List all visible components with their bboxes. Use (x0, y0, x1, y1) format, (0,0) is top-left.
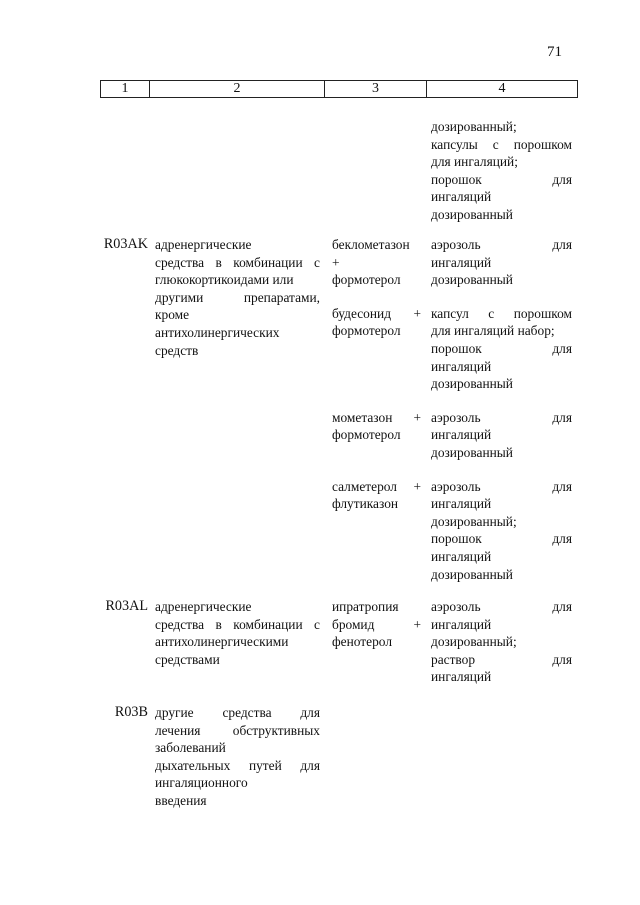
group-name (155, 236, 320, 359)
header-col-4: 4 (498, 81, 506, 96)
substance-entry (332, 305, 578, 393)
atc-code: R03AK (103, 236, 148, 252)
group-name-line: средств (155, 342, 199, 358)
atc-code: R03B (114, 704, 148, 720)
substance-list (332, 236, 578, 583)
dosage-forms: аэрозоль для ингаляций дозированный; раствор для ингаляций (431, 599, 572, 685)
substance-name: салметерол + флутиказон (332, 478, 421, 512)
substance-entry (332, 409, 578, 462)
group-name-line: заболеваний (155, 740, 226, 756)
dosage-forms: аэрозоль для ингаляций дозированный (431, 237, 572, 288)
group-name-line: лечения обструктивных (155, 722, 320, 738)
form-line: для ингаляций; (431, 154, 518, 170)
group-name-line: дыхательных путей для (155, 757, 320, 773)
header-col-3: 3 (325, 81, 427, 97)
page-number: 71 (547, 44, 562, 60)
substance-entry (332, 236, 578, 289)
group-name-line: антихолинергических (155, 324, 280, 340)
form-line: ингаляций (431, 189, 492, 205)
group-name-line: средства в комбинации с (155, 616, 320, 632)
group-name-line: другими препаратами, (155, 289, 320, 305)
form-line: дозированный (431, 206, 513, 222)
group-name-line: ингаляционного (155, 775, 248, 791)
table-header-row (100, 80, 578, 98)
substance-entry (332, 598, 578, 686)
group-name (155, 704, 320, 810)
group-name-line: адренергические (155, 599, 252, 614)
substance-name: мометазон + формотерол (332, 409, 421, 443)
header-col-2: 2 (150, 81, 325, 97)
substance-name: беклометазон + формотерол (332, 237, 410, 288)
group-name-line: средствами (155, 651, 220, 667)
substance-entry (332, 478, 578, 584)
group-name-line: кроме (155, 307, 190, 323)
group-name-line: адренергические (155, 237, 252, 252)
group-name (155, 598, 320, 668)
substance-list (332, 598, 578, 686)
form-line: дозированный; (431, 119, 517, 134)
substance-name: ипратропия бромид + фенотерол (332, 599, 421, 650)
group-name-line: антихолинергическими (155, 634, 289, 650)
substance-name: будесонид + формотерол (332, 305, 421, 339)
dosage-forms: аэрозоль для ингаляций дозированный; порошок для ингаляций дозированный (431, 478, 572, 582)
form-line: порошок для (431, 171, 572, 187)
group-name-line: средства в комбинации с (155, 254, 320, 270)
dosage-forms: капсул с порошком для ингаляций набор; порошок для ингаляций дозированный (431, 305, 572, 392)
dosage-forms: аэрозоль для ингаляций дозированный (431, 409, 572, 460)
form-line: капсулы с порошком (431, 136, 572, 152)
header-col-1: 1 (101, 81, 150, 97)
continuation-forms (431, 118, 572, 224)
group-name-line: введения (155, 792, 207, 808)
group-name-line: глюкокортикоидами или (155, 272, 294, 288)
group-name-line: другие средства для (155, 705, 320, 720)
atc-code: R03AL (105, 598, 148, 614)
